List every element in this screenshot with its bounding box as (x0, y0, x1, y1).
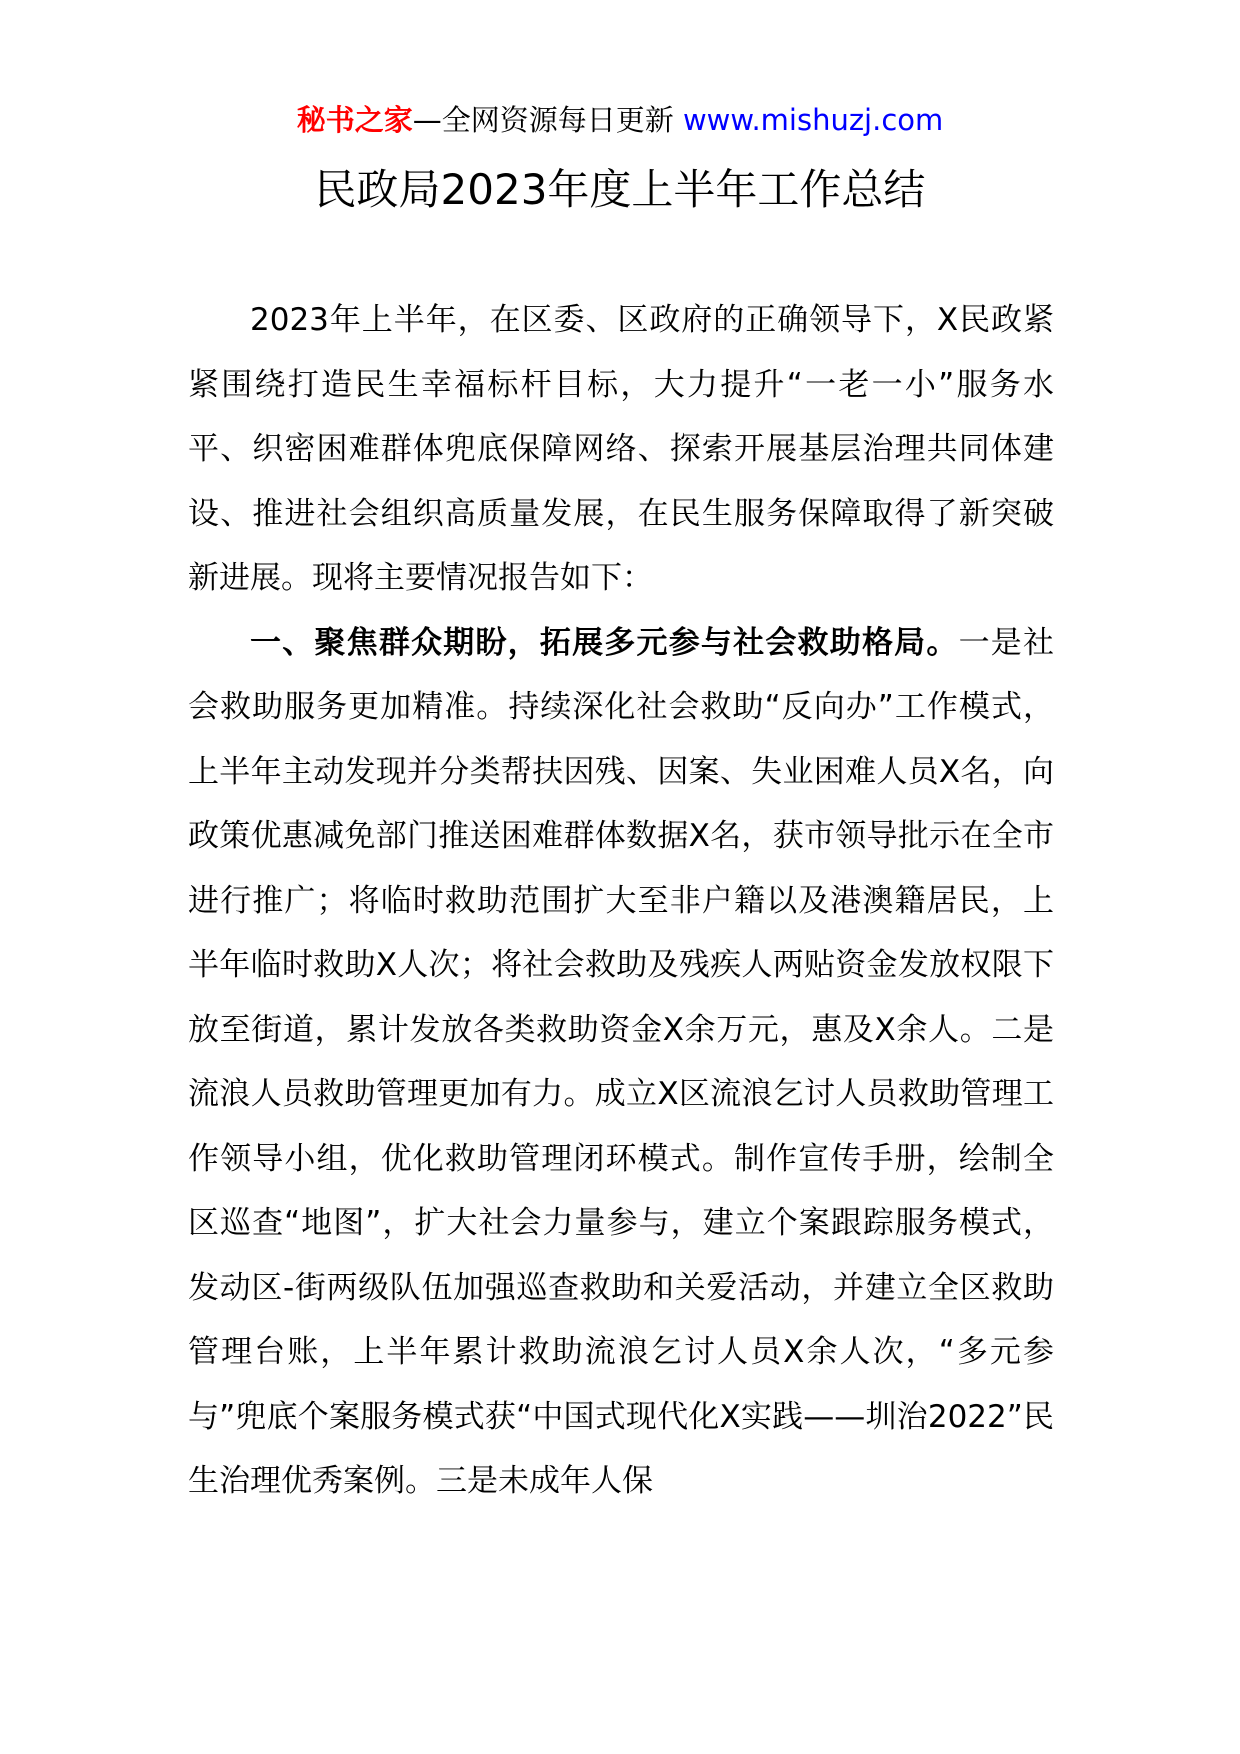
paragraph-section-1 (188, 611, 1054, 1514)
document-body (188, 288, 1054, 1514)
brand-name: 秘书之家 (296, 103, 413, 137)
paragraph-intro-text: 2023年上半年，在区委、区政府的正确领导下，X民政紧紧围绕打造民生幸福标杆目标，大力提升“一老一小”服务水平、织密困难群体兜底保障网络、探索开展基层治理共同体建设、推进社会组织高质量发展，在民生服务保障取得了新突破新进展。现将主要情况报告如下： (188, 302, 1054, 596)
section-1-heading: 一、聚焦群众期盼，拓展多元参与社会救助格局。 (250, 624, 959, 661)
document-title: 民政局2023年度上半年工作总结 (314, 165, 926, 214)
site-header (0, 100, 1240, 140)
section-1-text: 一是社会救助服务更加精准。持续深化社会救助“反向办”工作模式，上半年主动发现并分类帮扶因残、因案、失业困难人员X名，向政策优惠减免部门推送困难群体数据X名，获市领导批示在全市进行推广；将临时救助范围扩大至非户籍以及港澳籍居民，上半年临时救助X人次；将社会救助及残疾人两贴资金发放权限下放至街道，累计发放各类救助资金X余万元，惠及X余人。二是流浪人员救助管理更加有力。成立X区流浪乞讨人员救助管理工作领导小组，优化救助管理闭环模式。制作宣传手册，绘制全区巡查“地图”，扩大社会力量参与，建立个案跟踪服务模式，发动区-街两级队伍加强巡查救助和关爱活动，并建立全区救助管理台账，上半年累计救助流浪乞讨人员X余人次，“多元参与”兜底个案服务模式获“中国式现代化X实践——圳治2022”民生治理优秀案例。三是未成年人保 (188, 624, 1055, 1499)
paragraph-intro (188, 288, 1054, 611)
header-tagline: —全网资源每日更新 (412, 103, 674, 137)
site-url-link[interactable]: www.mishuzj.com (682, 103, 944, 137)
